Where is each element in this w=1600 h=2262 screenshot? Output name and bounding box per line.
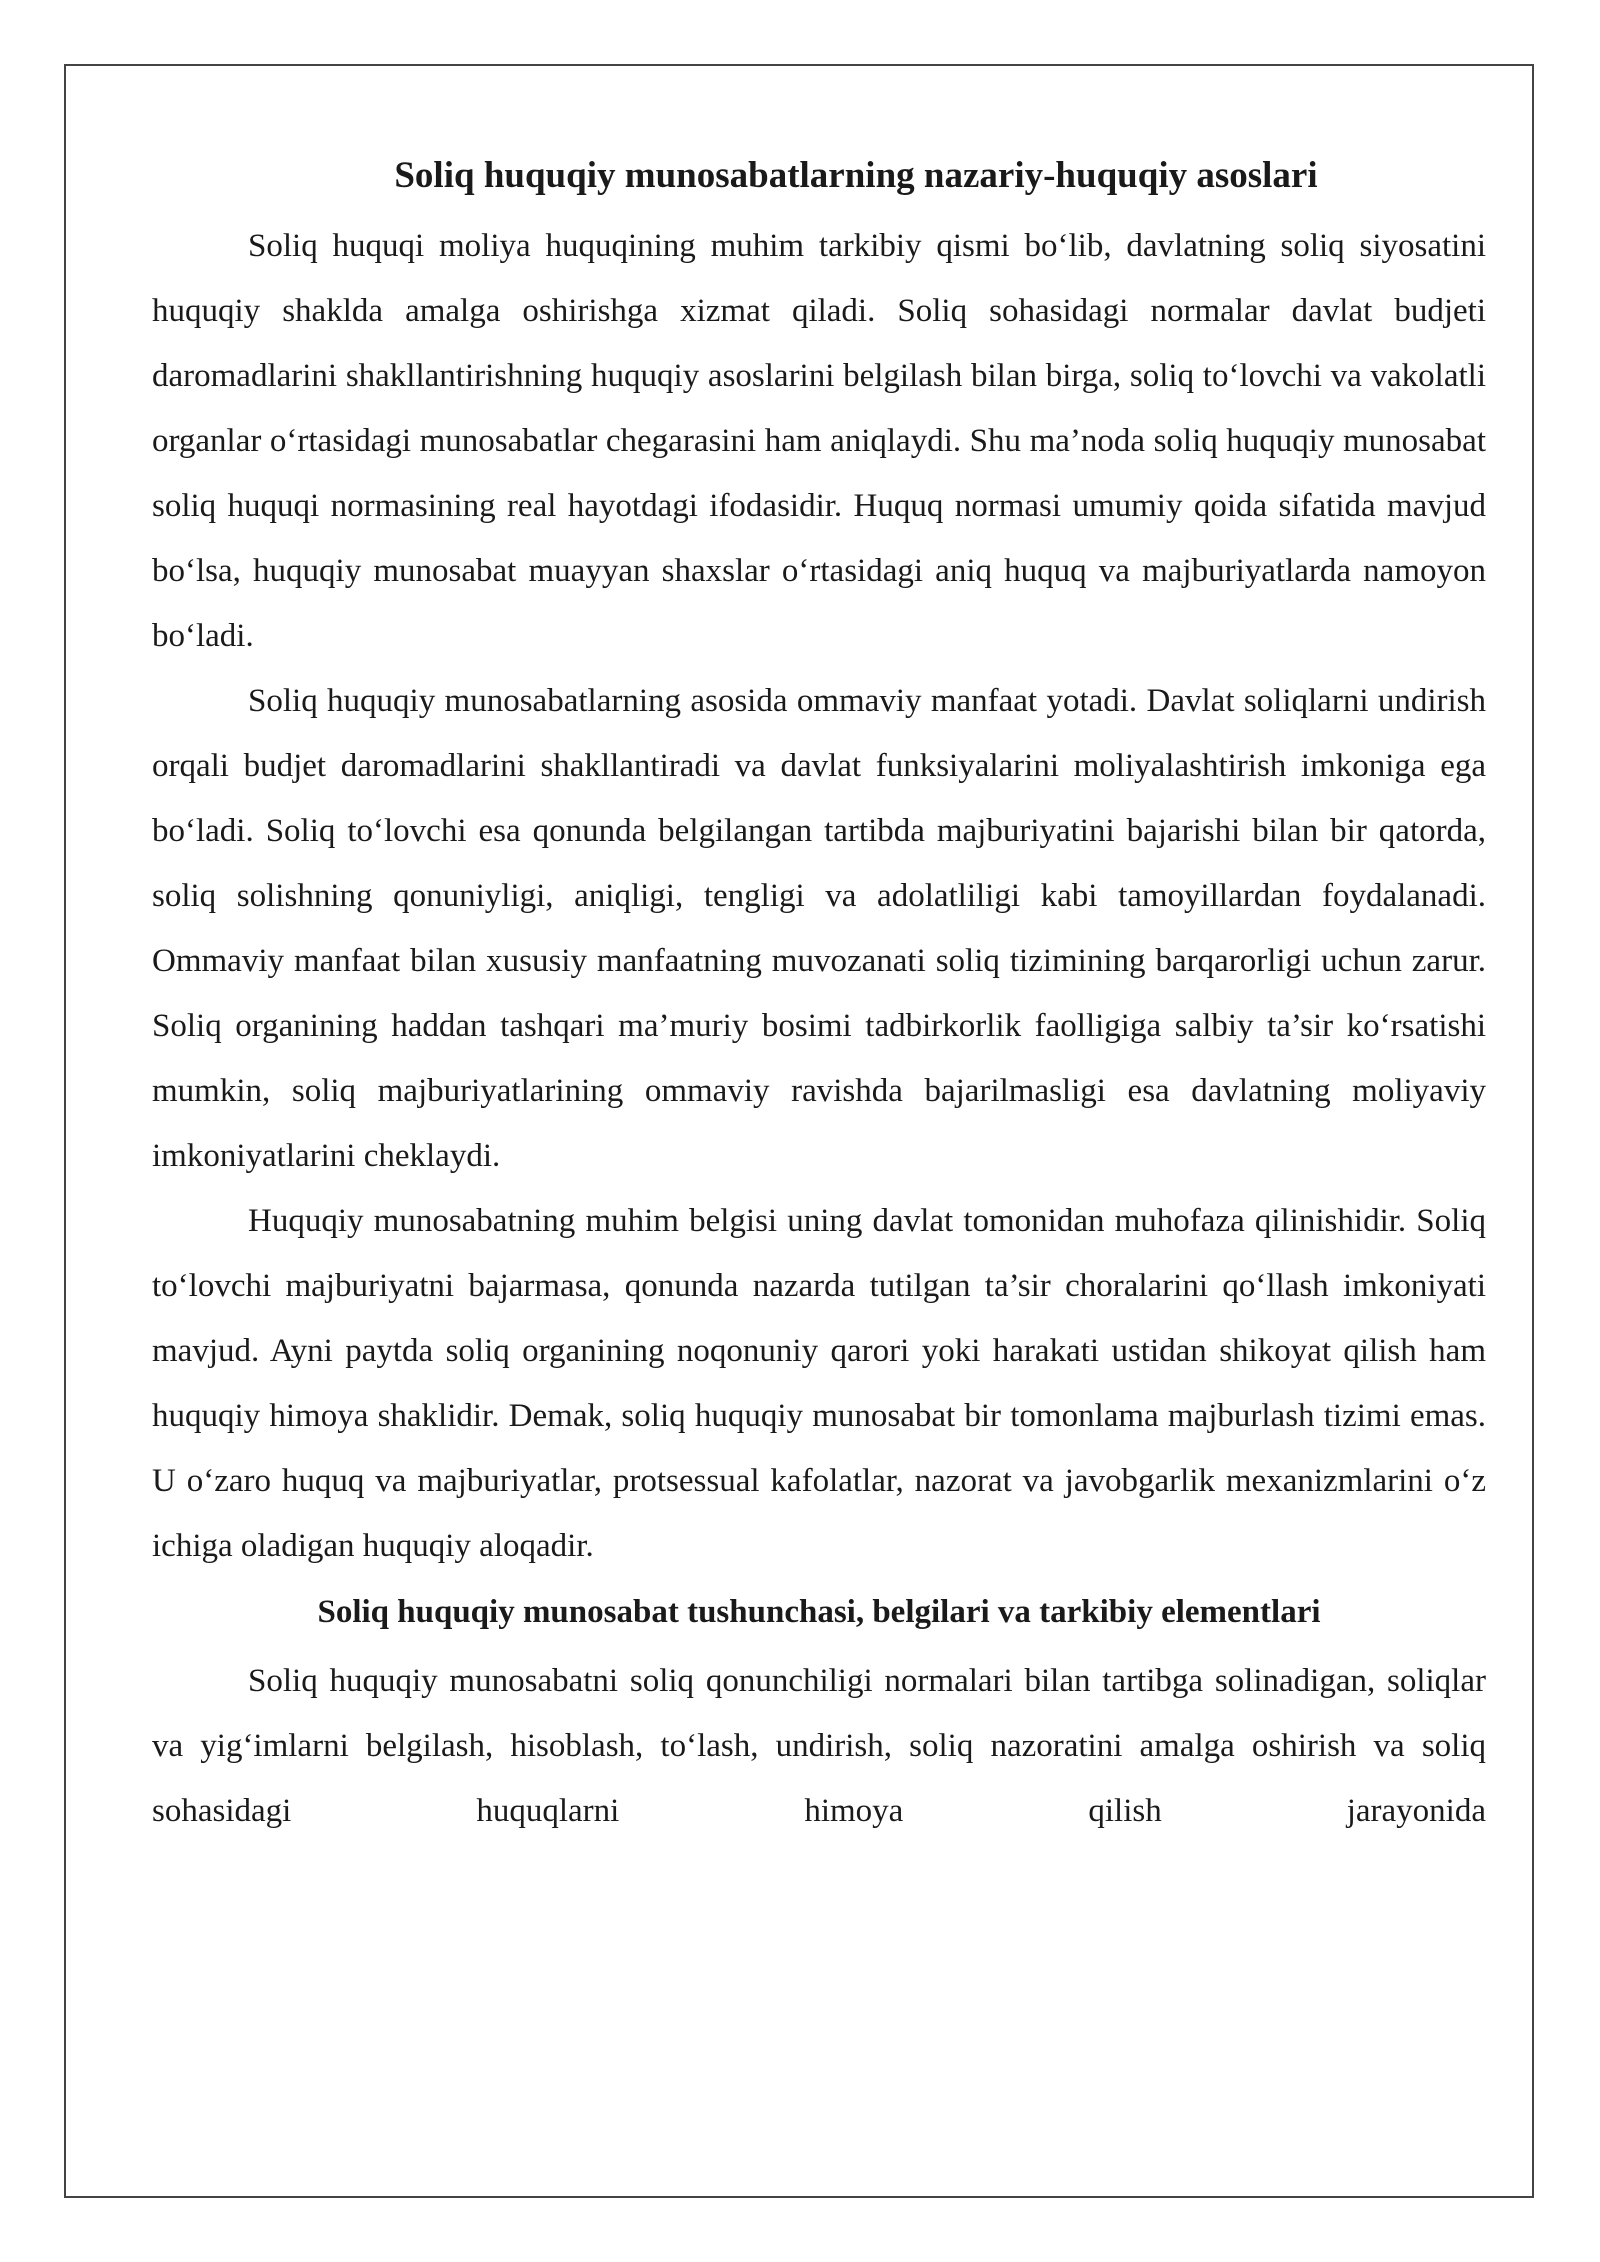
document-body	[152, 150, 1486, 1844]
paragraph-4: Soliq huquqiy munosabatni soliq qonunchiligi normalari bilan tartibga solinadigan, soliqlar va yig‘imlarni belgilash, hisoblash, to‘lash, undirish, soliq nazoratini amalga oshirish va soliq sohasidagi huquqlarni himoya qilish jarayonida	[152, 1663, 1486, 1829]
paragraph-1: Soliq huquqi moliya huquqining muhim tarkibiy qismi bo‘lib, davlatning soliq siyosatini huquqiy shaklda amalga oshirishga xizmat qiladi. Soliq sohasidagi normalar davlat budjeti daromadlarini shakllantirishning huquqiy asoslarini belgilash bilan birga, soliq to‘lovchi va vakolatli organlar o‘rtasidagi munosabatlar chegarasini ham aniqlaydi. Shu ma’noda soliq huquqiy munosabat soliq huquqi normasining real hayotdagi ifodasidir. Huquq normasi umumiy qoida sifatida mavjud bo‘lsa, huquqiy munosabat muayyan shaxslar o‘rtasidagi aniq huquq va majburiyatlarda namoyon bo‘ladi.	[152, 228, 1486, 654]
paragraph-2: Soliq huquqiy munosabatlarning asosida ommaviy manfaat yotadi. Davlat soliqlarni undirish orqali budjet daromadlarini shakllantiradi va davlat funksiyalarini moliyalashtirish imkoniga ega bo‘ladi. Soliq to‘lovchi esa qonunda belgilangan tartibda majburiyatini bajarishi bilan bir qatorda, soliq solishning qonuniyligi, aniqligi, tengligi va adolatliligi kabi tamoyillardan foydalanadi. Ommaviy manfaat bilan xususiy manfaatning muvozanati soliq tizimining barqarorligi uchun zarur. Soliq organining haddan tashqari ma’muriy bosimi tadbirkorlik faolligiga salbiy ta’sir ko‘rsatishi mumkin, soliq majburiyatlarining ommaviy ravishda bajarilmasligi esa davlatning moliyaviy imkoniyatlarini cheklaydi.	[152, 683, 1486, 1174]
section-heading: Soliq huquqiy munosabat tushunchasi, belgilari va tarkibiy elementlari	[317, 1594, 1321, 1630]
paragraph-3: Huquqiy munosabatning muhim belgisi uning davlat tomonidan muhofaza qilinishidir. Soliq to‘lovchi majburiyatni bajarmasa, qonunda nazarda tutilgan ta’sir choralarini qo‘llash imkoniyati mavjud. Ayni paytda soliq organining noqonuniy qarori yoki harakati ustidan shikoyat qilish ham huquqiy himoya shaklidir. Demak, soliq huquqiy munosabat bir tomonlama majburlash tizimi emas. U o‘zaro huquq va majburiyatlar, protsessual kafolatlar, nazorat va javobgarlik mexanizmlarini o‘z ichiga oladigan huquqiy aloqadir.	[152, 1203, 1486, 1564]
document-title: Soliq huquqiy munosabatlarning nazariy-huquqiy asoslari	[394, 155, 1318, 196]
